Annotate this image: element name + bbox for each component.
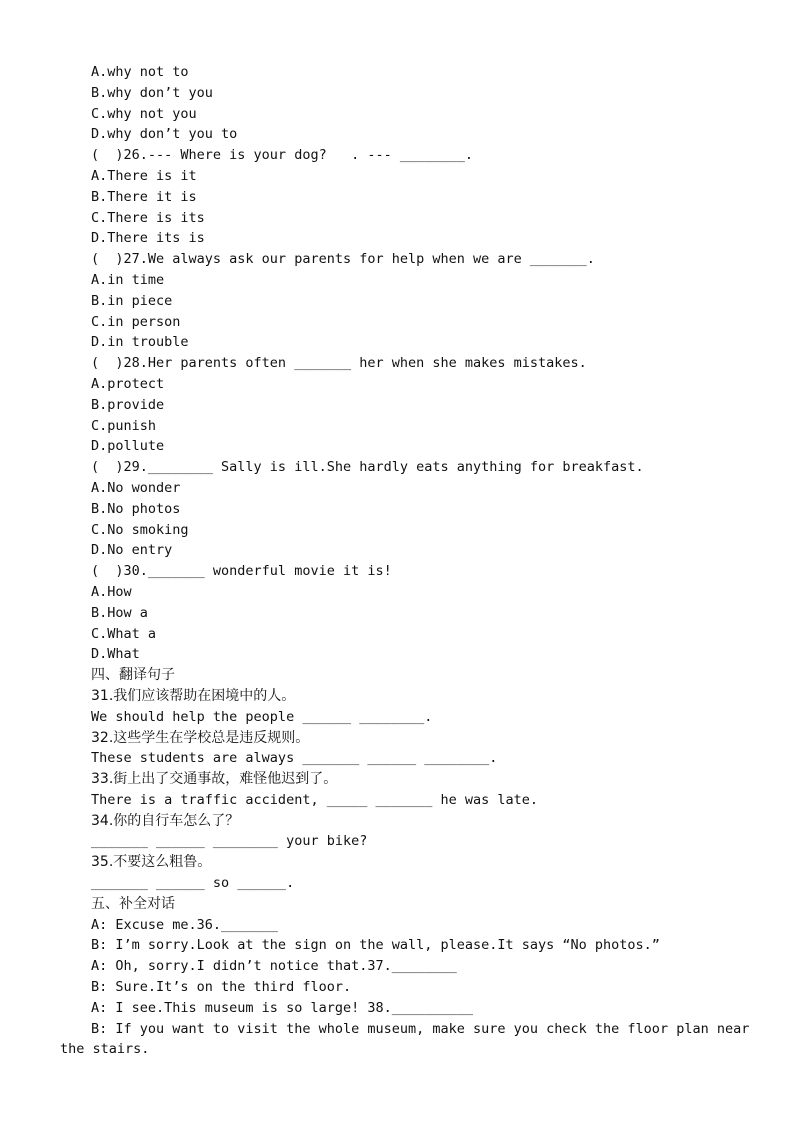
text-line (0, 395, 794, 416)
chinese-text-line (0, 852, 794, 873)
text-line (0, 374, 794, 395)
text-line (0, 831, 794, 852)
text-line (0, 582, 794, 603)
text-line (0, 353, 794, 374)
text-line (0, 561, 794, 582)
line-text: C.What a (91, 625, 157, 642)
text-line (0, 270, 794, 291)
line-text: A.in time (91, 271, 165, 288)
text-line (0, 1039, 794, 1060)
text-line (0, 707, 794, 728)
text-line (0, 977, 794, 998)
line-text: ( )26.--- Where is your dog? . --- ________. (91, 147, 474, 164)
text-line (0, 540, 794, 561)
text-line (0, 166, 794, 187)
line-text: 33.街上出了交通事故，难怪他迟到了。 (91, 771, 338, 788)
line-text: A.How (91, 583, 132, 600)
text-line (0, 998, 794, 1019)
line-text: We should help the people ______ ________. (91, 708, 433, 725)
line-text: C.No smoking (91, 521, 189, 538)
chinese-text-line (0, 686, 794, 707)
line-text: the stairs. (60, 1041, 150, 1058)
text-line (0, 603, 794, 624)
line-text: D.What (91, 646, 140, 663)
text-line (0, 291, 794, 312)
text-line (0, 104, 794, 125)
chinese-text-line (0, 728, 794, 749)
chinese-text-line (0, 665, 794, 686)
line-text: B.How a (91, 604, 148, 621)
chinese-text-line (0, 894, 794, 915)
line-text: These students are always _______ ______ ________. (91, 750, 498, 767)
text-line (0, 790, 794, 811)
line-text: D.in trouble (91, 334, 189, 351)
line-text: B.in piece (91, 292, 173, 309)
line-text: 35.不要这么粗鲁。 (91, 854, 212, 871)
line-text: C.punish (91, 417, 157, 434)
line-text: A.protect (91, 375, 165, 392)
text-line (0, 520, 794, 541)
text-line (0, 457, 794, 478)
line-text: 四、翻译句子 (91, 667, 175, 684)
line-text: 五、补全对话 (91, 895, 175, 912)
line-text: B.No photos (91, 500, 181, 517)
line-text: _______ ______ ________ your bike? (91, 833, 368, 850)
line-text: C.why not you (91, 105, 197, 122)
text-line (0, 208, 794, 229)
line-text: A.why not to (91, 64, 189, 80)
line-text: ( )29.________ Sally is ill.She hardly eats anything for breakfast. (91, 459, 644, 476)
line-text: A: Oh, sorry.I didn’t notice that.37.________ (91, 958, 457, 975)
text-line (0, 956, 794, 977)
text-line (0, 499, 794, 520)
line-text: B: I’m sorry.Look at the sign on the wall, please.It says “No photos.” (91, 937, 660, 954)
line-text: B.provide (91, 396, 165, 413)
line-text: _______ ______ so ______. (91, 875, 295, 892)
text-line (0, 436, 794, 457)
document-page (0, 62, 794, 1060)
line-text: A.There is it (91, 167, 197, 184)
line-text: B: Sure.It’s on the third floor. (91, 979, 352, 996)
text-line (0, 249, 794, 270)
text-line (0, 228, 794, 249)
line-text: B: If you want to visit the whole museum, make sure you check the floor plan near (91, 1020, 750, 1037)
line-text: D.No entry (91, 542, 173, 559)
text-line (0, 332, 794, 353)
line-text: C.in person (91, 313, 181, 330)
text-line (0, 873, 794, 894)
line-text: B.There it is (91, 188, 197, 205)
text-line (0, 124, 794, 145)
line-text: B.why don’t you (91, 84, 213, 101)
line-text: A.No wonder (91, 479, 181, 496)
line-text: D.There its is (91, 230, 205, 247)
line-text: ( )30._______ wonderful movie it is! (91, 563, 392, 580)
text-line (0, 312, 794, 333)
line-text: 31.我们应该帮助在困境中的人。 (91, 687, 296, 704)
text-line (0, 915, 794, 936)
line-text: 32.这些学生在学校总是违反规则。 (91, 729, 310, 746)
text-line (0, 748, 794, 769)
text-line (0, 187, 794, 208)
line-text: D.why don’t you to (91, 126, 238, 143)
chinese-text-line (0, 769, 794, 790)
text-line (0, 145, 794, 166)
line-text: There is a traffic accident, _____ _______ he was late. (91, 791, 539, 808)
line-text: D.pollute (91, 438, 165, 455)
line-text: A: Excuse me.36._______ (91, 916, 278, 933)
text-line (0, 416, 794, 437)
text-line (0, 935, 794, 956)
text-line (0, 1019, 794, 1040)
text-line (0, 624, 794, 645)
text-line (0, 62, 794, 83)
chinese-text-line (0, 811, 794, 832)
line-text: ( )28.Her parents often _______ her when she makes mistakes. (91, 355, 587, 372)
text-line (0, 83, 794, 104)
line-text: ( )27.We always ask our parents for help when we are _______. (91, 251, 595, 268)
text-line (0, 644, 794, 665)
line-text: C.There is its (91, 209, 205, 226)
text-line (0, 478, 794, 499)
line-text: 34.你的自行车怎么了？ (91, 812, 240, 829)
line-text: A: I see.This museum is so large! 38.__________ (91, 999, 474, 1016)
